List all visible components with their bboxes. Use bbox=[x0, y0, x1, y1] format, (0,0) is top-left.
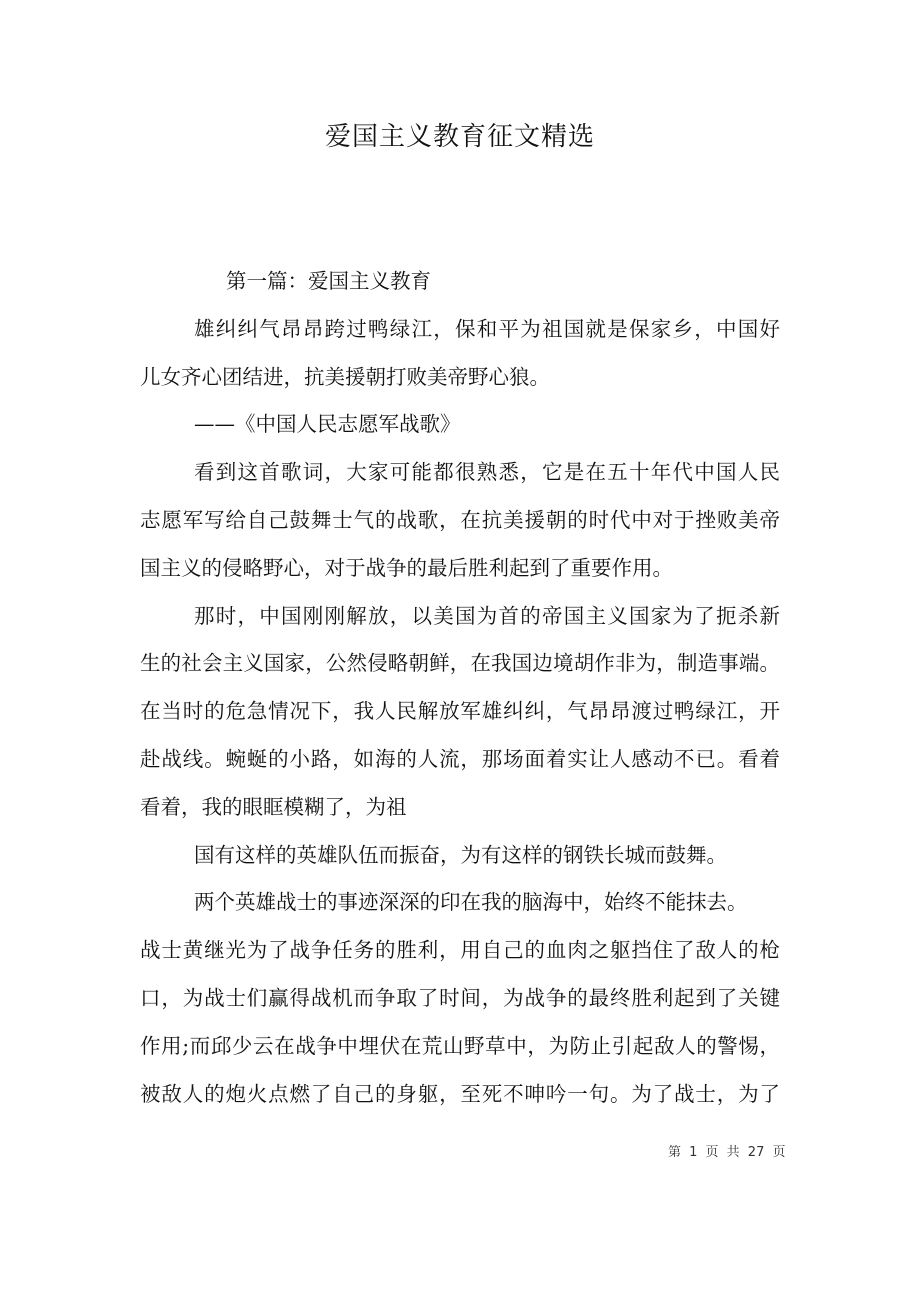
text-line: 国有这样的英雄队伍而振奋，为有这样的钢铁长城而鼓舞。 bbox=[194, 842, 727, 867]
document-title: 爱国主义教育征文精选 bbox=[324, 122, 595, 152]
text-line: 志愿军写给自己鼓舞士气的战歌，在抗美援朝的时代中对于挫败美帝 bbox=[140, 507, 780, 532]
text-line: 赴战线。蜿蜒的小路，如海的人流，那场面着实让人感动不已。看着 bbox=[140, 746, 780, 771]
document-body bbox=[140, 262, 780, 1122]
text-line: 那时，中国刚刚解放，以美国为首的帝国主义国家为了扼杀新 bbox=[194, 603, 780, 628]
text-line: 作用;而邱少云在战争中埋伏在荒山野草中，为防止引起敌人的警惕， bbox=[140, 1033, 780, 1058]
text-line: ——《中国人民志愿军战歌》 bbox=[194, 412, 461, 437]
text-line: 战士黄继光为了战争任务的胜利，用自己的血肉之躯挡住了敌人的枪 bbox=[140, 938, 780, 963]
text-line: 看到这首歌词，大家可能都很熟悉，它是在五十年代中国人民 bbox=[194, 460, 780, 485]
text-line: 在当时的危急情况下，我人民解放军雄纠纠，气昂昂渡过鸭绿江，开 bbox=[140, 699, 780, 724]
text-line: 雄纠纠气昂昂跨过鸭绿江，保和平为祖国就是保家乡，中国好 bbox=[194, 316, 780, 341]
section-heading: 第一篇：爱国主义教育 bbox=[226, 269, 431, 293]
text-line: 生的社会主义国家，公然侵略朝鲜，在我国边境胡作非为，制造事端。 bbox=[140, 651, 780, 676]
text-line: 国主义的侵略野心，对于战争的最后胜利起到了重要作用。 bbox=[140, 555, 673, 580]
text-line: 两个英雄战士的事迹深深的印在我的脑海中，始终不能抹去。 bbox=[194, 890, 748, 915]
text-line: 被敌人的炮火点燃了自己的身躯，至死不呻吟一句。为了战士，为了 bbox=[140, 1081, 780, 1106]
text-line: 儿女齐心团结进，抗美援朝打败美帝野心狼。 bbox=[140, 364, 550, 389]
page-number: 第 1 页 共 27 页 bbox=[668, 1145, 786, 1160]
text-line: 看着，我的眼眶模糊了，为祖 bbox=[140, 794, 407, 819]
text-line: 口，为战士们赢得战机而争取了时间，为战争的最终胜利起到了关键 bbox=[140, 985, 780, 1010]
